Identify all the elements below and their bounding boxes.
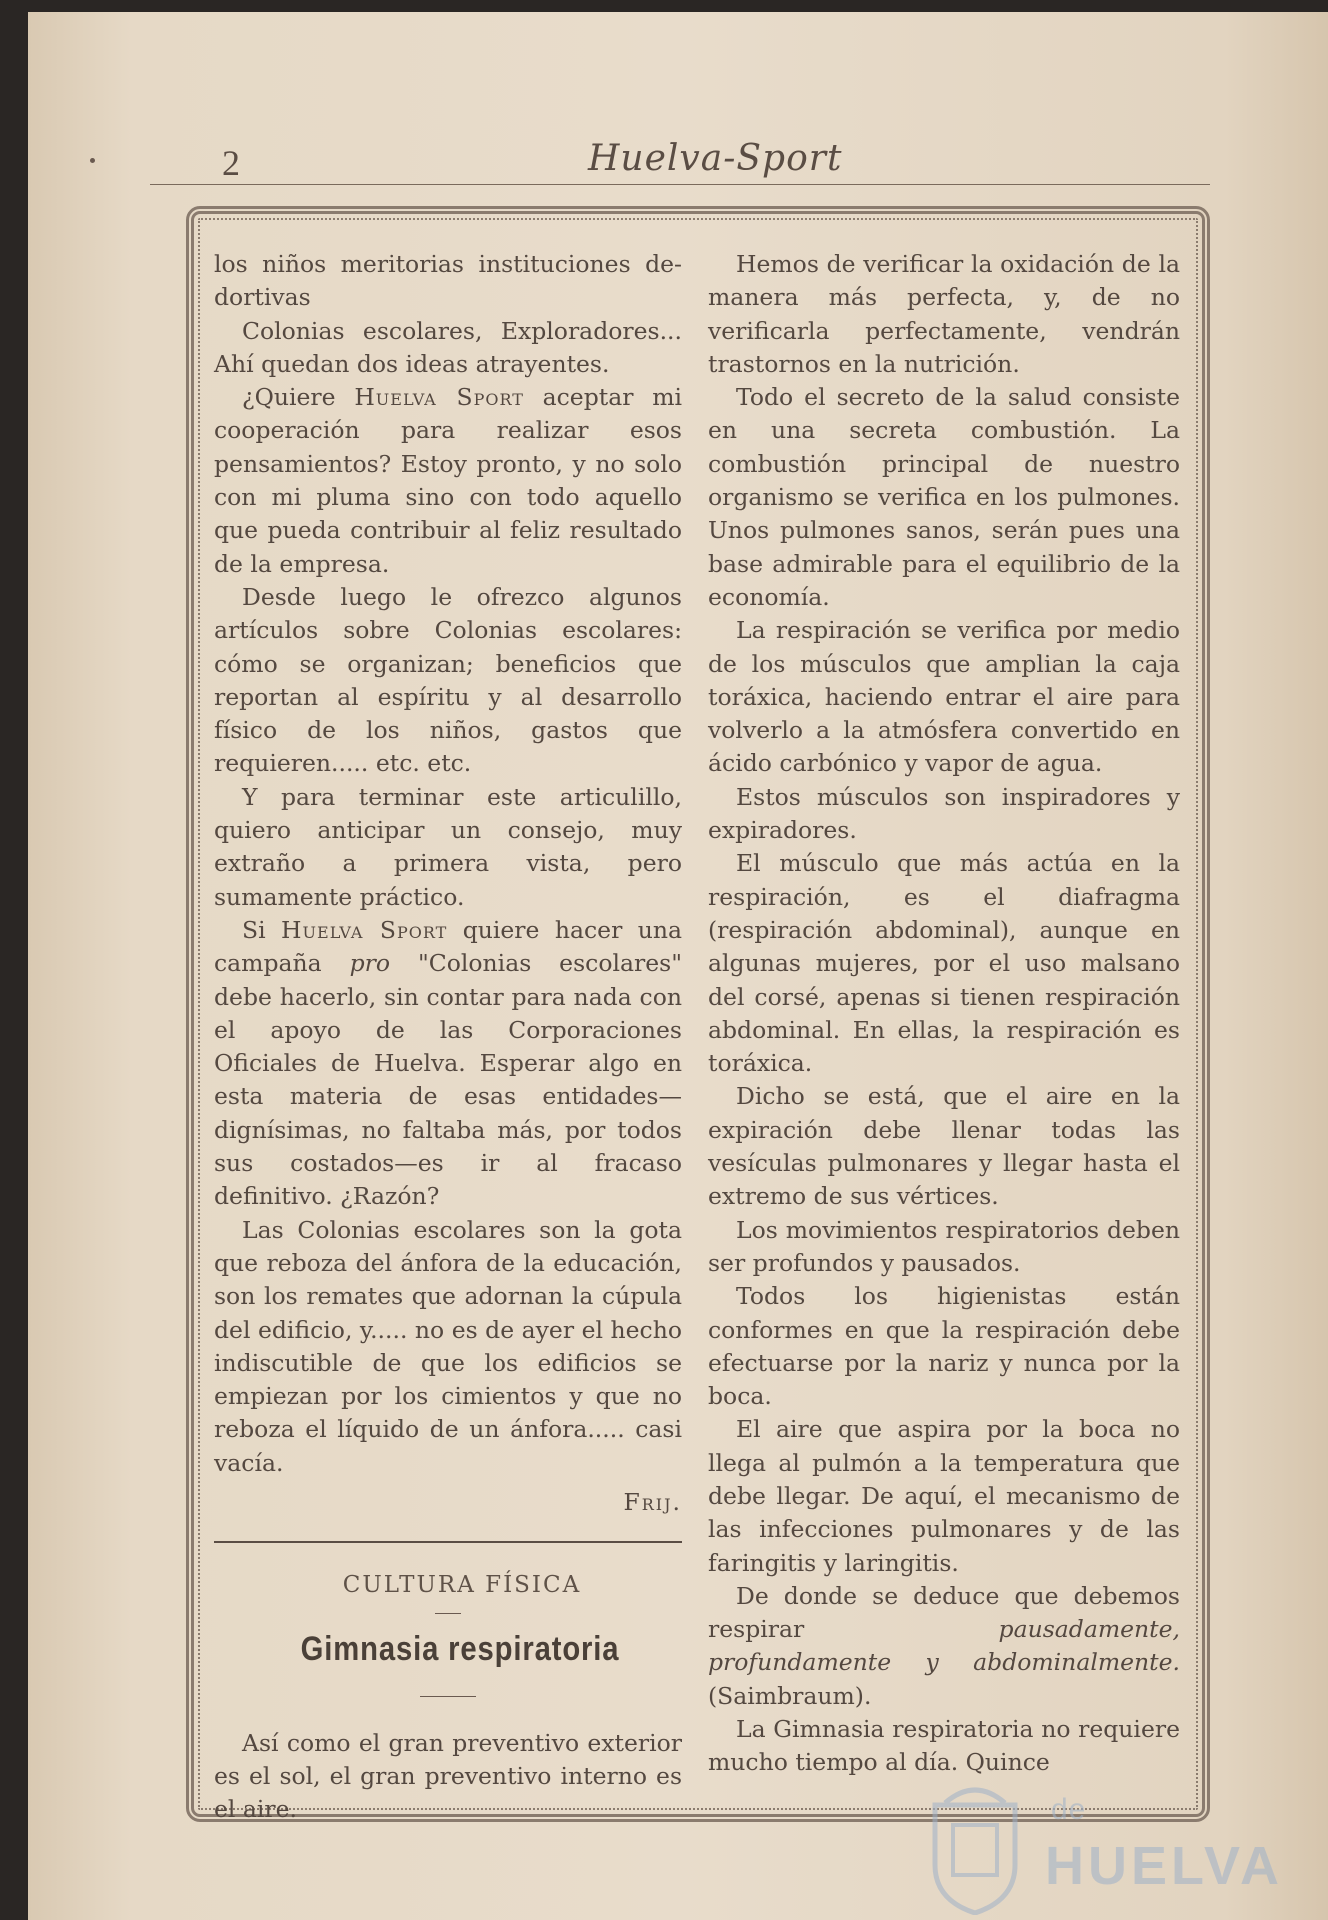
article-headline: Gimnasia respiratoria xyxy=(300,1629,620,1668)
paragraph: Dicho se está, que el aire en la expiración debe llenar todas las vesículas pulmonares y llegar hasta el extremo de sus vértices. xyxy=(708,1082,1180,1211)
left-column xyxy=(214,248,682,1826)
section-label: CULTURA FÍSICA xyxy=(342,1572,582,1599)
section-divider xyxy=(214,1541,682,1543)
paragraph: La respiración se verifica por medio de los músculos que amplian la caja toráxica, haciendo entrar el aire para volverlo a la atmósfera convertido en ácido carbónico y vapor de agua. xyxy=(708,616,1180,778)
short-rule xyxy=(435,1613,461,1614)
paragraph: ¿Quiere Huelva Sport aceptar mi cooperación para realizar esos pensamientos? Estoy pronto, y no solo con mi pluma sino con todo aquello que pueda contribuir al feliz resultado de la empresa. xyxy=(214,383,682,578)
paragraph: Y para terminar este articulillo, quiero anticipar un consejo, muy extraño a primera vista, pero sumamente práctico. xyxy=(214,782,682,911)
paragraph: El músculo que más actúa en la respiración, es el diafragma (respiración abdominal), aunque en algunas mujeres, por el uso malsano del corsé, apenas si tienen respiración abdominal. En ellas, la respiración es toráxica. xyxy=(708,849,1180,1078)
page-number: 2 xyxy=(222,143,240,183)
paragraph: La Gimnasia respiratoria no requiere mucho tiempo al día. Quince xyxy=(708,1715,1180,1777)
paragraph: los niños meritorias instituciones de-dortivas xyxy=(214,250,682,312)
paragraph: Hemos de verificar la oxidación de la manera más perfecta, y, de no verificarla perfectamente, vendrán trastornos en la nutrición. xyxy=(708,250,1180,378)
short-rule xyxy=(420,1696,476,1697)
paragraph: Así como el gran preventivo exterior es el sol, el gran preventivo interno es el aire. xyxy=(214,1728,682,1824)
emphasis-text: pausadamente, profundamente y abdominalmente. xyxy=(708,1615,1180,1677)
page-header xyxy=(150,138,1210,185)
masthead-title: Huelva-Sport xyxy=(588,138,843,179)
publication-name: Huelva Sport xyxy=(281,915,448,944)
paragraph: Colonias escolares, Exploradores... Ahí quedan dos ideas atrayentes. xyxy=(214,316,682,378)
paragraph: Desde luego le ofrezco algunos artículos sobre Colonias escolares: cómo se organizan; beneficios que reportan al espíritu y al desarrollo físico de los niños, gastos que requieren..... etc. etc. xyxy=(214,582,682,778)
paragraph: De donde se deduce que debemos respirar pausadamente, profundamente y abdominalmente. (Saimbraum). xyxy=(708,1581,1180,1710)
paragraph: Todos los higienistas están conformes en que la respiración debe efectuarse por la nariz y nunca por la boca. xyxy=(708,1282,1180,1411)
paragraph: Todo el secreto de la salud consiste en una secreta combustión. La combustión principal de nuestro organismo se verifica en los pulmones. Unos pulmones sanos, serán pues una base admirable para el equilibrio de la economía. xyxy=(708,383,1180,611)
city-crest-icon xyxy=(915,1775,1035,1915)
paragraph: Estos músculos son inspiradores y expiradores. xyxy=(708,782,1180,845)
paragraph: El aire que aspira por la boca no llega al pulmón a la temperatura que debe llegar. De aquí, el mecanismo de las infecciones pulmonares y de las faringitis y laringitis. xyxy=(708,1415,1180,1577)
watermark-small-text: de xyxy=(1051,1793,1087,1826)
ink-dot xyxy=(90,158,95,163)
author-signature: Frij. xyxy=(623,1487,682,1516)
paragraph: Las Colonias escolares son la gota que reboza del ánfora de la educación, son los remates que adornan la cúpula del edificio, y..... no es de ayer el hecho indiscutible de que los edificios se empiezan por los cimientos y que no reboza el líquido de un ánfora..... casi vacía. xyxy=(214,1215,682,1477)
archive-watermark xyxy=(915,1775,1328,1920)
paragraph: Si Huelva Sport quiere hacer una campaña pro "Colonias escolares" debe hacerlo, sin contar para nada con el apoyo de las Corporaciones Oficiales de Huelva. Esperar algo en esta materia de esas entidades—dignísimas, no faltaba más, por todos sus costados—es ir al fracaso definitivo. ¿Razón? xyxy=(214,915,682,1211)
paragraph: Los movimientos respiratorios deben ser profundos y pausados. xyxy=(708,1215,1180,1277)
right-column xyxy=(708,248,1180,1780)
publication-name: Huelva Sport xyxy=(354,383,524,412)
watermark-text: HUELVA xyxy=(1045,1836,1283,1896)
